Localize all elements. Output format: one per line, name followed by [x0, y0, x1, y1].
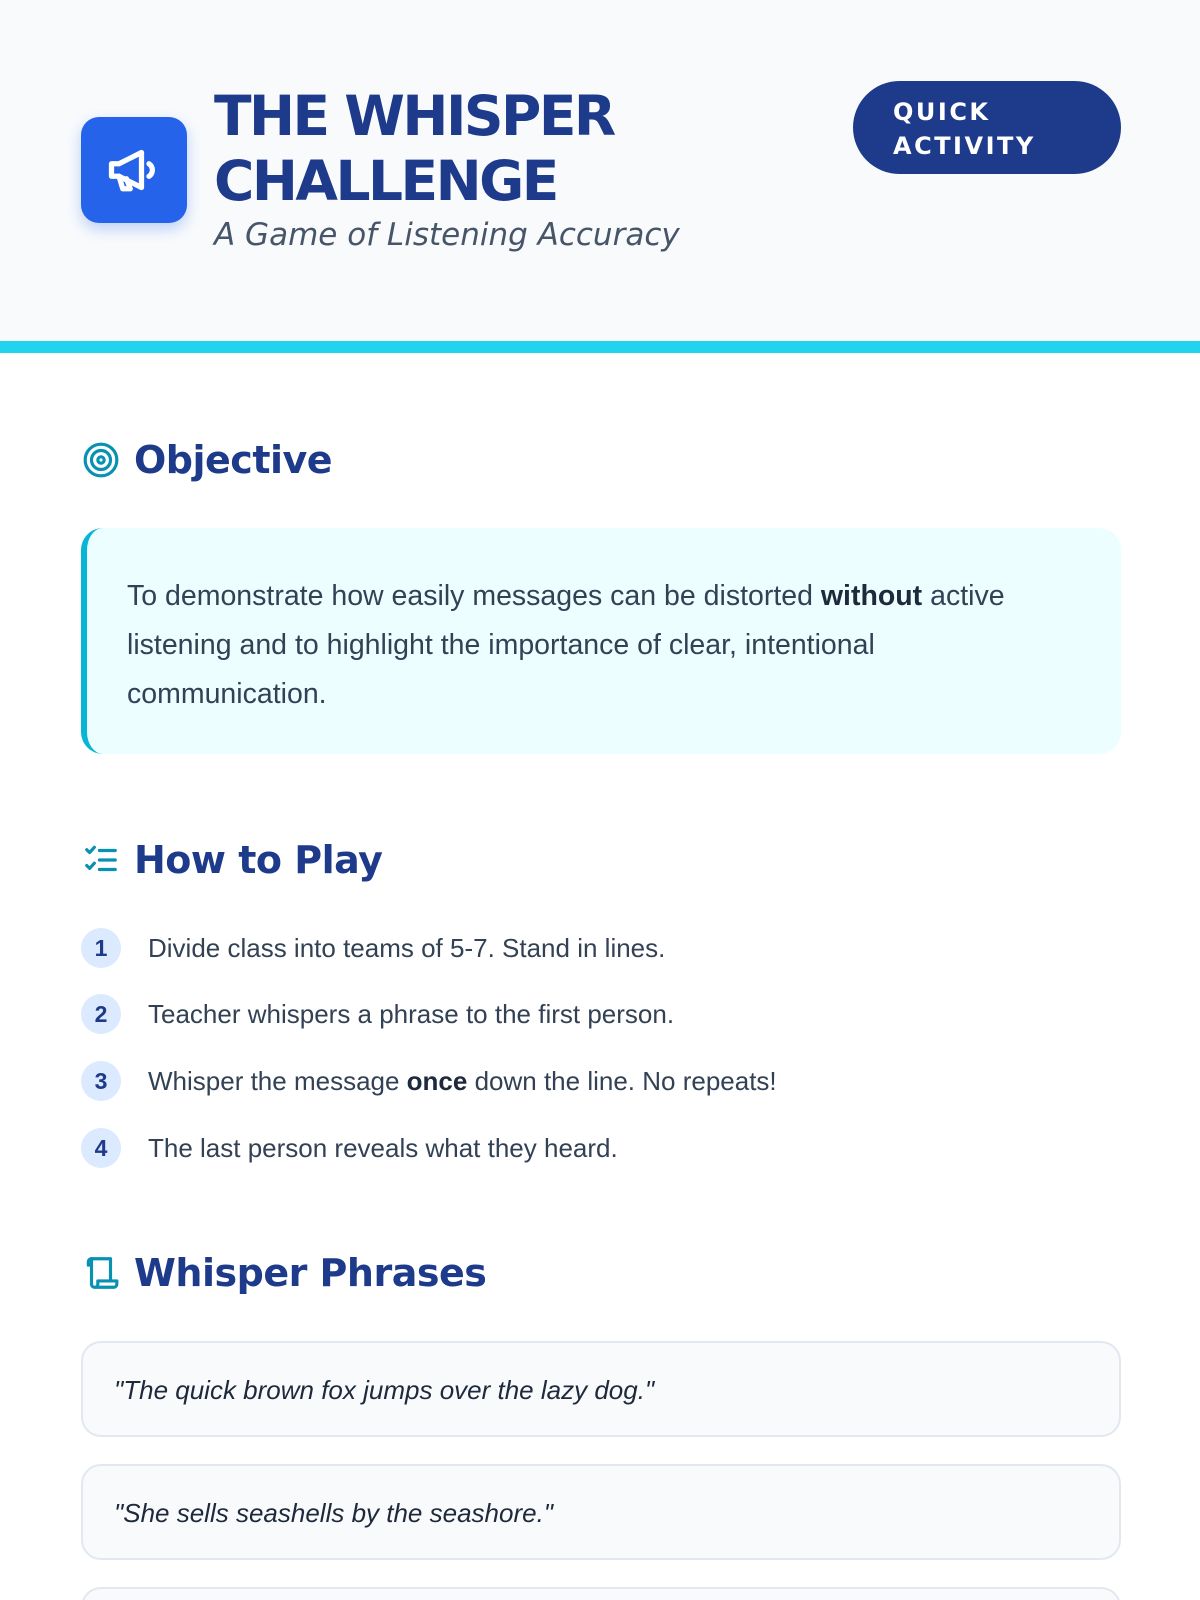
- step-text-emphasis: once: [406, 1066, 468, 1096]
- phrase-card-partial: [81, 1587, 1121, 1600]
- header-divider: [0, 341, 1200, 353]
- step-text: The last person reveals what they heard.: [148, 1133, 618, 1163]
- how-to-play-heading-text: How to Play: [134, 838, 383, 882]
- objective-text-after: active listening and to highlight the importance of clear, intentional communication.: [127, 580, 1005, 710]
- step-item: [81, 994, 674, 1034]
- phrase-card: "The quick brown fox jumps over the lazy dog.": [81, 1341, 1121, 1437]
- phrase-card: "She sells seashells by the seashore.": [81, 1464, 1121, 1560]
- objective-text-emphasis: without: [820, 580, 923, 612]
- quick-activity-badge[interactable]: [853, 81, 1121, 174]
- how-to-play-heading: [81, 837, 382, 883]
- objective-heading-text: Objective: [134, 438, 333, 482]
- logo-badge: [81, 117, 187, 223]
- step-item: [81, 1128, 618, 1168]
- whisper-phrases-heading: [81, 1250, 486, 1296]
- page-subtitle: A Game of Listening Accuracy: [214, 217, 680, 253]
- checklist-icon: [81, 840, 121, 880]
- badge-line-2: ACTIVITY: [893, 132, 1036, 160]
- step-number: 1: [81, 928, 121, 968]
- step-text: Teacher whispers a phrase to the first person.: [148, 999, 675, 1029]
- step-text: Divide class into teams of 5-7. Stand in lines.: [148, 933, 666, 963]
- target-icon: [81, 440, 121, 480]
- step-text: [148, 1064, 777, 1098]
- objective-callout: [81, 528, 1121, 754]
- scroll-icon: [81, 1253, 121, 1293]
- page-title: [214, 84, 814, 214]
- title-line-1: THE WHISPER: [214, 84, 614, 148]
- page-header: [0, 0, 1200, 341]
- step-number: 2: [81, 994, 121, 1034]
- step-number: 4: [81, 1128, 121, 1168]
- objective-text-before: To demonstrate how easily messages can be distorted: [127, 580, 821, 612]
- badge-line-1: QUICK: [893, 98, 991, 126]
- title-line-2: CHALLENGE: [214, 149, 557, 213]
- step-item: [81, 928, 665, 968]
- step-item: [81, 1061, 777, 1101]
- whisper-phrases-heading-text: Whisper Phrases: [134, 1251, 487, 1295]
- objective-heading: [81, 437, 332, 483]
- step-text-after: down the line. No repeats!: [467, 1066, 777, 1096]
- step-number: 3: [81, 1061, 121, 1101]
- step-text-before: Whisper the message: [148, 1066, 407, 1096]
- megaphone-icon: [104, 140, 164, 200]
